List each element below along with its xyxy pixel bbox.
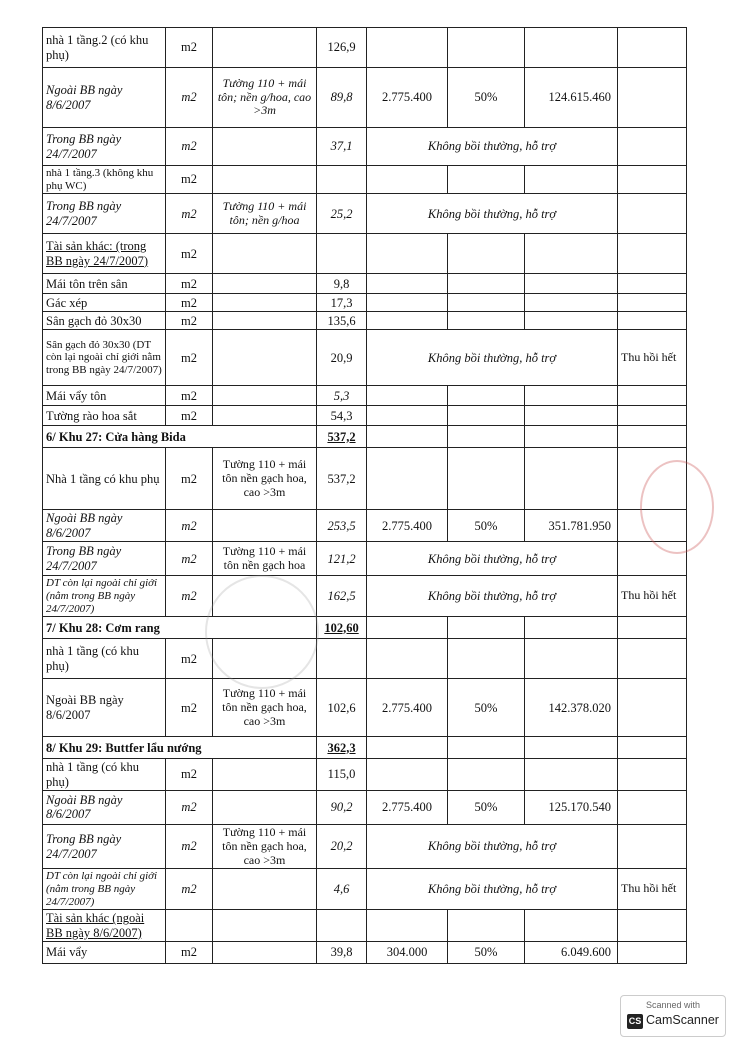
amount-cell: 125.170.540 <box>525 790 618 824</box>
structure-cell <box>213 386 317 406</box>
unit-cell: m2 <box>166 759 213 791</box>
camscanner-badge <box>620 995 726 1037</box>
area-cell: 121,2 <box>317 542 367 576</box>
empty-cell <box>618 737 687 759</box>
structure-cell <box>213 294 317 312</box>
unit-cell: m2 <box>166 330 213 386</box>
note-cell <box>618 406 687 426</box>
unit-price-cell <box>367 406 448 426</box>
area-cell: 17,3 <box>317 294 367 312</box>
amount-cell: 6.049.600 <box>525 942 618 964</box>
item-name: Tường rào hoa sắt <box>43 406 166 426</box>
empty-cell <box>448 617 525 639</box>
faded-stamp <box>205 575 319 689</box>
structure-cell <box>213 790 317 824</box>
amount-cell <box>525 312 618 330</box>
table-row <box>43 639 687 679</box>
amount-cell <box>525 386 618 406</box>
amount-cell <box>525 234 618 274</box>
percent-cell <box>448 28 525 68</box>
unit-cell: m2 <box>166 639 213 679</box>
section-area: 102,60 <box>317 617 367 639</box>
percent-cell <box>448 386 525 406</box>
table-row <box>43 312 687 330</box>
percent-cell <box>448 406 525 426</box>
item-name: Ngoài BB ngày 8/6/2007 <box>43 68 166 128</box>
area-cell: 4,6 <box>317 869 367 910</box>
badge-name: CamScanner <box>646 1013 719 1027</box>
area-cell: 9,8 <box>317 274 367 294</box>
structure-cell <box>213 330 317 386</box>
compensation-table <box>42 27 687 964</box>
unit-cell: m2 <box>166 542 213 576</box>
badge-caption: Scanned with <box>645 1000 701 1010</box>
unit-cell <box>166 910 213 942</box>
red-stamp-fragment <box>640 460 714 554</box>
percent-cell <box>448 312 525 330</box>
unit-price-cell: 2.775.400 <box>367 68 448 128</box>
percent-cell <box>448 759 525 791</box>
note-cell <box>618 679 687 737</box>
note-cell <box>618 28 687 68</box>
structure-cell <box>213 312 317 330</box>
item-name: Nhà 1 tầng có khu phụ <box>43 448 166 510</box>
unit-cell: m2 <box>166 448 213 510</box>
unit-cell: m2 <box>166 386 213 406</box>
section-title: 7/ Khu 28: Cơm rang <box>43 617 317 639</box>
table-row <box>43 869 687 910</box>
section-title: 6/ Khu 27: Cửa hàng Bida <box>43 426 317 448</box>
table-row <box>43 942 687 964</box>
area-cell: 25,2 <box>317 194 367 234</box>
note-cell <box>618 128 687 166</box>
empty-cell <box>525 617 618 639</box>
unit-price-cell <box>367 910 448 942</box>
structure-cell <box>213 128 317 166</box>
structure-cell <box>213 166 317 194</box>
note-cell <box>618 312 687 330</box>
table-row <box>43 824 687 868</box>
empty-cell <box>367 426 448 448</box>
unit-cell: m2 <box>166 234 213 274</box>
section-area: 362,3 <box>317 737 367 759</box>
item-name: Mái vẩy tôn <box>43 386 166 406</box>
no-compensation-note: Không bồi thường, hỗ trợ <box>367 128 618 166</box>
amount-cell <box>525 910 618 942</box>
structure-cell <box>213 406 317 426</box>
unit-cell: m2 <box>166 68 213 128</box>
area-cell: 162,5 <box>317 576 367 617</box>
item-name: nhà 1 tầng (có khu phụ) <box>43 759 166 791</box>
no-compensation-note: Không bồi thường, hỗ trợ <box>367 330 618 386</box>
note-cell: Thu hồi hết <box>618 330 687 386</box>
amount-cell <box>525 294 618 312</box>
table-row <box>43 294 687 312</box>
table-row <box>43 330 687 386</box>
unit-price-cell: 304.000 <box>367 942 448 964</box>
unit-price-cell <box>367 386 448 406</box>
amount-cell: 142.378.020 <box>525 679 618 737</box>
structure-cell <box>213 942 317 964</box>
area-cell: 135,6 <box>317 312 367 330</box>
area-cell: 37,1 <box>317 128 367 166</box>
item-name: DT còn lại ngoài chỉ giới (nằm trong BB ngày 24/7/2007) <box>43 576 166 617</box>
table-row <box>43 576 687 617</box>
unit-price-cell <box>367 28 448 68</box>
unit-cell: m2 <box>166 312 213 330</box>
note-cell: Thu hồi hết <box>618 869 687 910</box>
unit-cell: m2 <box>166 194 213 234</box>
note-cell <box>618 910 687 942</box>
table-row <box>43 166 687 194</box>
area-cell <box>317 910 367 942</box>
item-name: Tài sản khác (ngoài BB ngày 8/6/2007) <box>43 910 166 942</box>
table-row <box>43 274 687 294</box>
unit-cell: m2 <box>166 790 213 824</box>
percent-cell <box>448 639 525 679</box>
empty-cell <box>367 617 448 639</box>
unit-price-cell <box>367 234 448 274</box>
amount-cell <box>525 406 618 426</box>
item-name: Sân gạch đỏ 30x30 <box>43 312 166 330</box>
structure-cell <box>213 234 317 274</box>
structure-cell: Tường 110 + mái tôn nền gạch hoa <box>213 542 317 576</box>
area-cell <box>317 234 367 274</box>
item-name: Ngoài BB ngày 8/6/2007 <box>43 510 166 542</box>
structure-cell: Tường 110 + mái tôn nền gạch hoa, cao >3m <box>213 448 317 510</box>
unit-cell: m2 <box>166 824 213 868</box>
item-name: DT còn lại ngoài chỉ giới (nằm trong BB ngày 24/7/2007) <box>43 869 166 910</box>
area-cell <box>317 639 367 679</box>
item-name: nhà 1 tầng.2 (có khu phụ) <box>43 28 166 68</box>
unit-price-cell: 2.775.400 <box>367 679 448 737</box>
empty-cell <box>618 617 687 639</box>
area-cell: 537,2 <box>317 448 367 510</box>
section-row <box>43 426 687 448</box>
item-name: Ngoài BB ngày 8/6/2007 <box>43 790 166 824</box>
note-cell <box>618 166 687 194</box>
percent-cell <box>448 294 525 312</box>
table-row <box>43 910 687 942</box>
percent-cell: 50% <box>448 510 525 542</box>
unit-cell: m2 <box>166 679 213 737</box>
item-name: Tài sản khác: (trong BB ngày 24/7/2007) <box>43 234 166 274</box>
area-cell: 126,9 <box>317 28 367 68</box>
area-cell: 20,9 <box>317 330 367 386</box>
note-cell <box>618 386 687 406</box>
structure-cell <box>213 274 317 294</box>
structure-cell: Tường 110 + mái tôn; nền g/hoa, cao >3m <box>213 68 317 128</box>
note-cell <box>618 790 687 824</box>
item-name: Ngoài BB ngày 8/6/2007 <box>43 679 166 737</box>
area-cell: 20,2 <box>317 824 367 868</box>
item-name: Gác xép <box>43 294 166 312</box>
item-name: Trong BB ngày 24/7/2007 <box>43 824 166 868</box>
area-cell: 39,8 <box>317 942 367 964</box>
item-name: Trong BB ngày 24/7/2007 <box>43 542 166 576</box>
area-cell: 253,5 <box>317 510 367 542</box>
note-cell <box>618 759 687 791</box>
unit-cell: m2 <box>166 510 213 542</box>
area-cell: 89,8 <box>317 68 367 128</box>
unit-cell: m2 <box>166 869 213 910</box>
section-row <box>43 617 687 639</box>
table-row <box>43 386 687 406</box>
item-name: nhà 1 tầng.3 (không khu phụ WC) <box>43 166 166 194</box>
note-cell <box>618 294 687 312</box>
unit-price-cell: 2.775.400 <box>367 510 448 542</box>
section-area: 537,2 <box>317 426 367 448</box>
no-compensation-note: Không bồi thường, hỗ trợ <box>367 576 618 617</box>
amount-cell: 351.781.950 <box>525 510 618 542</box>
unit-cell: m2 <box>166 942 213 964</box>
empty-cell <box>525 737 618 759</box>
note-cell <box>618 194 687 234</box>
unit-price-cell <box>367 312 448 330</box>
section-title: 8/ Khu 29: Buttfer lẩu nướng <box>43 737 317 759</box>
area-cell <box>317 166 367 194</box>
amount-cell <box>525 639 618 679</box>
unit-cell: m2 <box>166 166 213 194</box>
amount-cell <box>525 166 618 194</box>
no-compensation-note: Không bồi thường, hỗ trợ <box>367 824 618 868</box>
amount-cell: 124.615.460 <box>525 68 618 128</box>
empty-cell <box>448 426 525 448</box>
unit-cell: m2 <box>166 294 213 312</box>
unit-price-cell <box>367 274 448 294</box>
table-row <box>43 234 687 274</box>
item-name: Sân gạch đỏ 30x30 (DT còn lại ngoài chỉ giới nằm trong BB ngày 24/7/2007) <box>43 330 166 386</box>
percent-cell <box>448 448 525 510</box>
area-cell: 90,2 <box>317 790 367 824</box>
section-row <box>43 737 687 759</box>
area-cell: 102,6 <box>317 679 367 737</box>
percent-cell <box>448 234 525 274</box>
percent-cell <box>448 166 525 194</box>
structure-cell <box>213 869 317 910</box>
percent-cell <box>448 910 525 942</box>
percent-cell: 50% <box>448 942 525 964</box>
table-row <box>43 542 687 576</box>
unit-cell: m2 <box>166 274 213 294</box>
amount-cell <box>525 28 618 68</box>
no-compensation-note: Không bồi thường, hỗ trợ <box>367 869 618 910</box>
unit-price-cell <box>367 448 448 510</box>
percent-cell: 50% <box>448 790 525 824</box>
unit-cell: m2 <box>166 406 213 426</box>
note-cell <box>618 942 687 964</box>
area-cell: 115,0 <box>317 759 367 791</box>
area-cell: 5,3 <box>317 386 367 406</box>
note-cell <box>618 68 687 128</box>
empty-cell <box>448 737 525 759</box>
camscanner-logo-icon: CS <box>627 1014 643 1029</box>
table-row <box>43 448 687 510</box>
unit-cell: m2 <box>166 576 213 617</box>
table-row <box>43 28 687 68</box>
structure-cell <box>213 510 317 542</box>
percent-cell: 50% <box>448 679 525 737</box>
item-name: nhà 1 tầng (có khu phụ) <box>43 639 166 679</box>
structure-cell <box>213 759 317 791</box>
item-name: Trong BB ngày 24/7/2007 <box>43 194 166 234</box>
table-row <box>43 790 687 824</box>
structure-cell: Tường 110 + mái tôn; nền g/hoa <box>213 194 317 234</box>
item-name: Trong BB ngày 24/7/2007 <box>43 128 166 166</box>
unit-price-cell: 2.775.400 <box>367 790 448 824</box>
table-row <box>43 406 687 426</box>
structure-cell: Tường 110 + mái tôn nền gạch hoa, cao >3m <box>213 679 317 737</box>
unit-price-cell <box>367 294 448 312</box>
structure-cell <box>213 28 317 68</box>
item-name: Mái tôn trên sân <box>43 274 166 294</box>
empty-cell <box>525 426 618 448</box>
unit-cell: m2 <box>166 28 213 68</box>
amount-cell <box>525 274 618 294</box>
no-compensation-note: Không bồi thường, hỗ trợ <box>367 194 618 234</box>
structure-cell <box>213 910 317 942</box>
note-cell <box>618 234 687 274</box>
structure-cell: Tường 110 + mái tôn nền gạch hoa, cao >3m <box>213 824 317 868</box>
unit-price-cell <box>367 759 448 791</box>
note-cell <box>618 824 687 868</box>
table-row <box>43 510 687 542</box>
amount-cell <box>525 448 618 510</box>
item-name: Mái vẩy <box>43 942 166 964</box>
table-row <box>43 128 687 166</box>
no-compensation-note: Không bồi thường, hỗ trợ <box>367 542 618 576</box>
note-cell: Thu hồi hết <box>618 576 687 617</box>
unit-cell: m2 <box>166 128 213 166</box>
table-row <box>43 194 687 234</box>
table-row <box>43 68 687 128</box>
area-cell: 54,3 <box>317 406 367 426</box>
empty-cell <box>618 426 687 448</box>
percent-cell <box>448 274 525 294</box>
unit-price-cell <box>367 166 448 194</box>
percent-cell: 50% <box>448 68 525 128</box>
unit-price-cell <box>367 639 448 679</box>
note-cell <box>618 274 687 294</box>
table-row <box>43 759 687 791</box>
note-cell <box>618 639 687 679</box>
table-row <box>43 679 687 737</box>
amount-cell <box>525 759 618 791</box>
empty-cell <box>367 737 448 759</box>
